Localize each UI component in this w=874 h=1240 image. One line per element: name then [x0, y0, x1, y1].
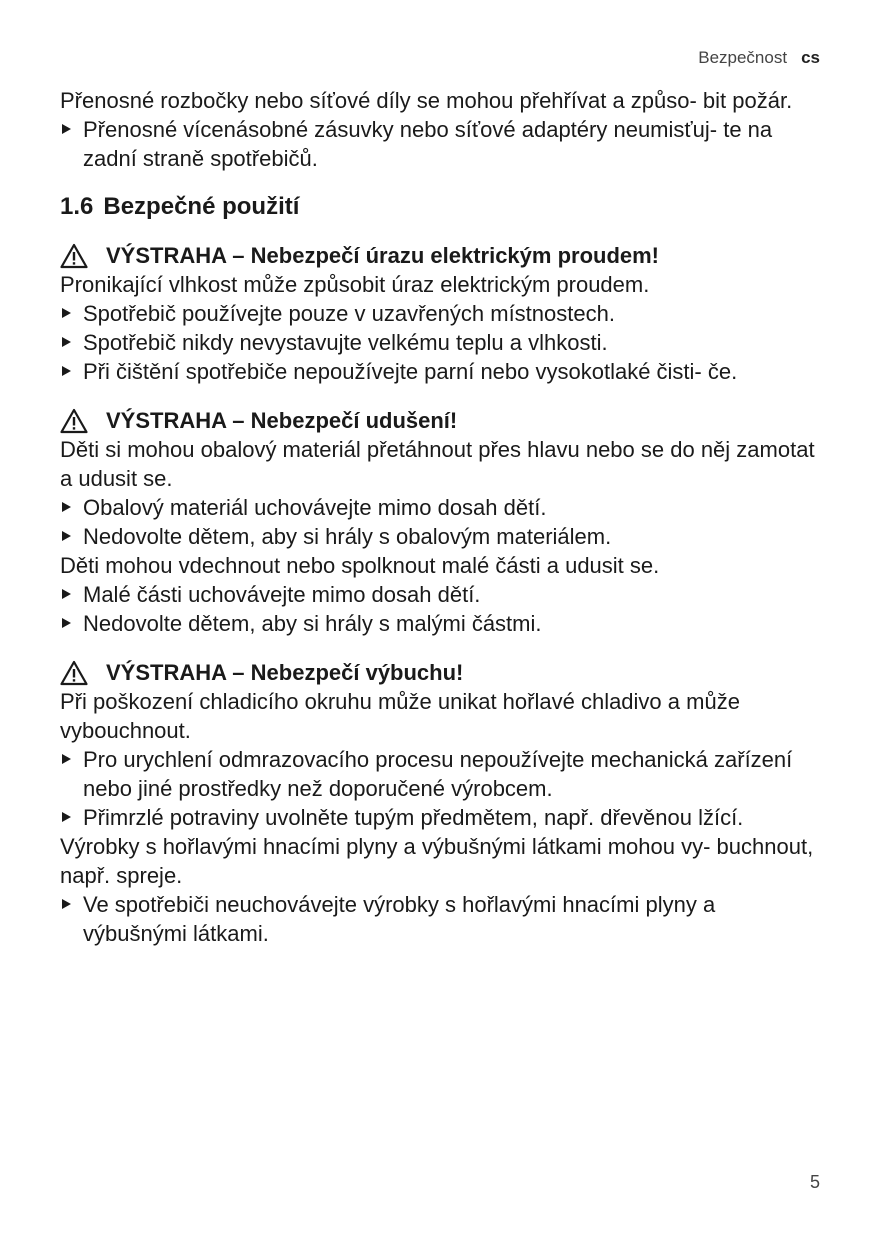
warning-bullet: Obalový materiál uchovávejte mimo dosah dětí. [60, 493, 824, 522]
page-header [698, 48, 820, 68]
warning-bullet: Malé části uchovávejte mimo dosah dětí. [60, 580, 824, 609]
page-content [60, 86, 824, 948]
warning-title: VÝSTRAHA – Nebezpečí výbuchu! [60, 658, 824, 687]
warning-title: VÝSTRAHA – Nebezpečí úrazu elektrickým proudem! [60, 241, 824, 270]
warning-bullet: Nedovolte dětem, aby si hrály s malými částmi. [60, 609, 824, 638]
warning-text: Výrobky s hořlavými hnacími plyny a výbušnými látkami mohou vy- buchnout, např. spreje. [60, 834, 814, 888]
header-section: Bezpečnost [698, 48, 788, 67]
warning-bullet: Nedovolte dětem, aby si hrály s obalovým materiálem. [60, 522, 824, 551]
warning-title: VÝSTRAHA – Nebezpečí udušení! [60, 406, 824, 435]
warning-text: Při poškození chladicího okruhu může unikat hořlavé chladivo a může vybouchnout. [60, 689, 740, 743]
warning-text: Děti si mohou obalový materiál přetáhnout přes hlavu nebo se do něj zamotat a udusit se. [60, 437, 815, 491]
header-lang: cs [801, 48, 820, 67]
page-number: 5 [809, 1172, 820, 1192]
section-heading [60, 192, 824, 222]
warning-triangle-icon [60, 408, 88, 434]
warning-triangle-icon [60, 660, 88, 686]
warning-suffocation [60, 406, 824, 638]
warning-triangle-icon [60, 243, 88, 269]
warning-text: Pronikající vlhkost může způsobit úraz elektrickým proudem. [60, 272, 650, 297]
warning-explosion [60, 658, 824, 948]
section-number: 1.6 [60, 193, 94, 220]
warning-electric [60, 241, 824, 386]
warning-bullet: Pro urychlení odmrazovacího procesu nepoužívejte mechanická zařízení nebo jiné prostředky než doporučené výrobcem. [60, 745, 824, 803]
warning-bullet: Spotřebič používejte pouze v uzavřených místnostech. [60, 299, 824, 328]
warning-bullet: Přimrzlé potraviny uvolněte tupým předmětem, např. dřevěnou lžící. [60, 803, 824, 832]
intro-bullet: Přenosné vícenásobné zásuvky nebo síťové adaptéry neumisťuj- te na zadní straně spotřebičů. [60, 115, 824, 173]
intro-text: Přenosné rozbočky nebo síťové díly se mohou přehřívat a způso- bit požár. [60, 88, 793, 113]
warning-bullet: Spotřebič nikdy nevystavujte velkému teplu a vlhkosti. [60, 328, 824, 357]
warning-text: Děti mohou vdechnout nebo spolknout malé části a udusit se. [60, 553, 660, 578]
section-title: Bezpečné použití [103, 193, 300, 220]
warning-bullet: Ve spotřebiči neuchovávejte výrobky s hořlavými hnacími plyny a výbušnými látkami. [60, 890, 824, 948]
warning-bullet: Při čištění spotřebiče nepoužívejte parní nebo vysokotlaké čisti- če. [60, 357, 824, 386]
